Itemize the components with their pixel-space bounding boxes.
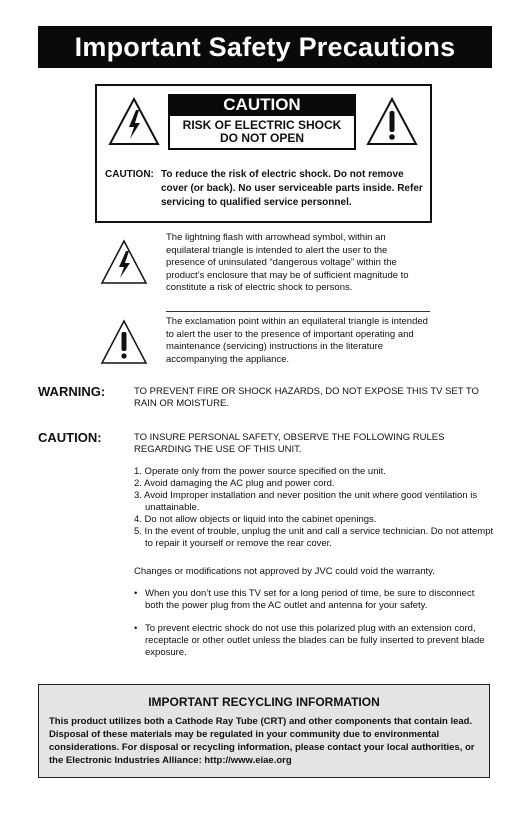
page-title: Important Safety Precautions — [38, 26, 492, 68]
list-item: 4. Do not allow objects or liquid into the cabinet openings. — [134, 514, 377, 525]
list-item: 1. Operate only from the power source specified on the unit. — [134, 466, 386, 477]
shock-line-1: RISK OF ELECTRIC SHOCK — [182, 118, 342, 132]
caution-header — [168, 94, 356, 150]
caution-instructions-text: To reduce the risk of electric shock. Do not remove cover (or back). No user serviceable parts inside. Refer servicing to qualified service personnel. — [161, 169, 423, 208]
caution-label: CAUTION: — [38, 430, 102, 445]
bullet-text: When you don’t use this TV set for a long period of time, be sure to disconnect both the power plug from the AC outlet and antenna for your safety. — [145, 588, 475, 612]
bullet-list — [134, 588, 494, 669]
caution-text: TO INSURE PERSONAL SAFETY, OBSERVE THE FOLLOWING RULES REGARDING THE USE OF THIS UNIT. — [134, 432, 445, 455]
lightning-symbol-text: The lightning flash with arrowhead symbol, within an equilateral triangle is intended to alert the user to the presence of uninsulated “dangerous voltage” within the product’s enclosure that may be of sufficient magnitude to constitute a risk of electric shock to persons. — [166, 232, 409, 293]
caution-title: CAUTION — [168, 94, 356, 116]
lightning-triangle-icon — [99, 238, 149, 291]
safety-rules-list — [134, 466, 494, 550]
list-item: 3. Avoid Improper installation and never position the unit where good ventilation is unattainable. — [134, 490, 478, 513]
recycling-info-box — [38, 684, 490, 778]
recycling-text: This product utilizes both a Cathode Ray Tube (CRT) and other components that contain lead. Disposal of these materials may be regulated in your community due to environmental considerations. For disposal or recycling information, please contact your local authorities, or the Electronic Industries Alliance: http://www.eiae.org — [49, 716, 475, 766]
caution-instructions-label: CAUTION: — [105, 169, 154, 180]
exclamation-triangle-icon — [99, 318, 149, 371]
bullet-icon: • — [134, 622, 138, 634]
shock-warning-text — [168, 116, 356, 150]
list-item — [134, 623, 494, 660]
bullet-icon: • — [134, 588, 138, 599]
warning-label: WARNING: — [38, 384, 106, 399]
lightning-symbol-explanation — [95, 228, 431, 310]
list-item — [134, 588, 494, 613]
warning-text: TO PREVENT FIRE OR SHOCK HAZARDS, DO NOT EXPOSE THIS TV SET TO RAIN OR MOISTURE. — [134, 386, 479, 409]
list-item: 5. In the event of trouble, unplug the unit and call a service technician. Do not attempt to repair it yourself or remove the rear cover. — [134, 526, 494, 549]
caution-instructions — [105, 168, 425, 210]
list-item: 2. Avoid damaging the AC plug and power cord. — [134, 478, 335, 489]
warranty-note: Changes or modifications not approved by JVC could void the warranty. — [134, 566, 435, 577]
exclamation-symbol-explanation — [95, 312, 431, 368]
exclamation-symbol-text: The exclamation point within an equilateral triangle is intended to alert the user to the presence of important operating and maintenance (servicing) instructions in the literature accompanying the appliance. — [166, 316, 428, 365]
shock-line-2: DO NOT OPEN — [219, 131, 304, 145]
lightning-triangle-icon — [107, 96, 161, 153]
bullet-text: To prevent electric shock do not use this polarized plug with an extension cord, receptacle or other outlet unless the blades can be fully inserted to prevent blade exposure. — [145, 622, 485, 659]
exclamation-triangle-icon — [365, 96, 419, 153]
recycling-heading: IMPORTANT RECYCLING INFORMATION — [148, 695, 380, 709]
caution-label-box — [95, 84, 432, 223]
